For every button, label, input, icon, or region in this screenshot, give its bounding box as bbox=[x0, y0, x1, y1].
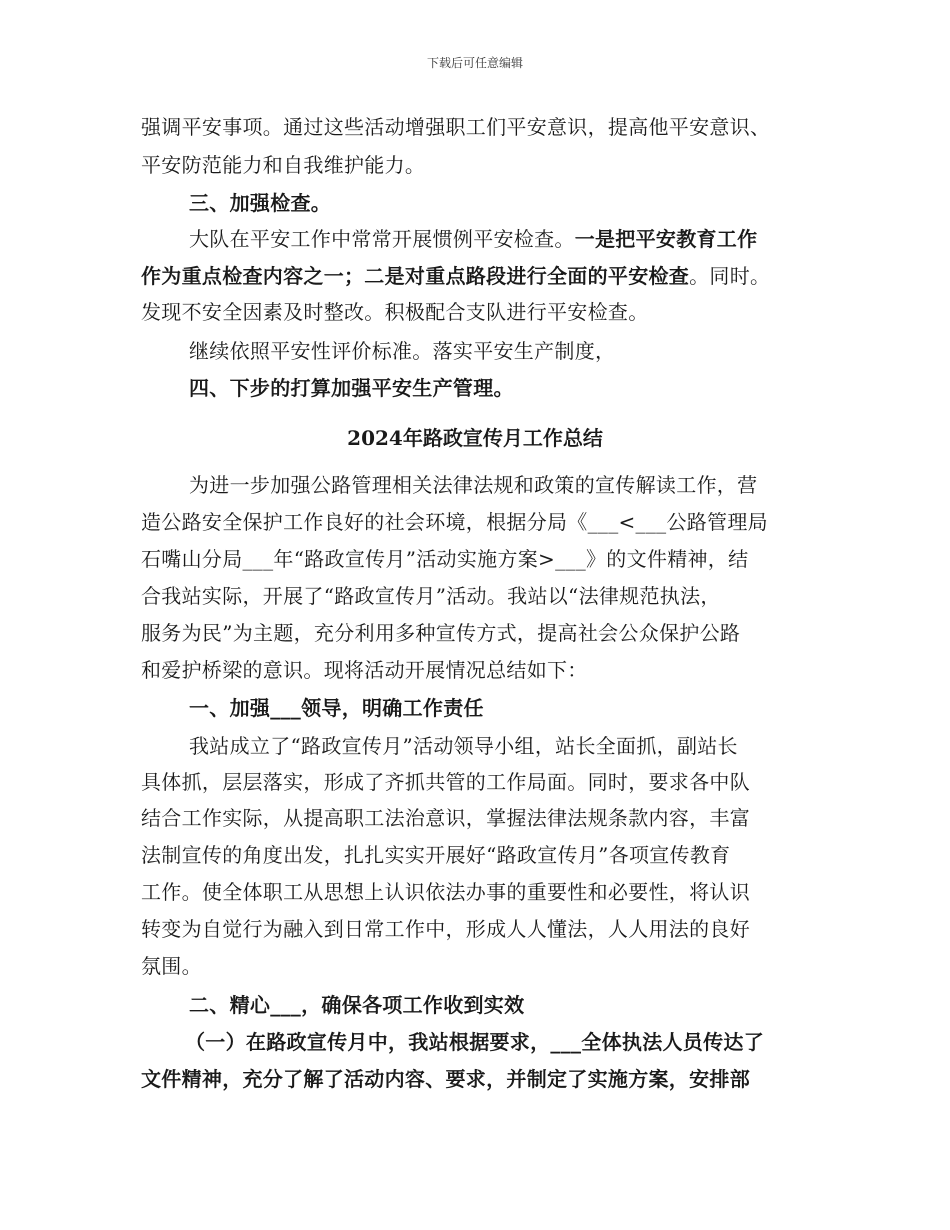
paragraph-line: 平安防范能力和自我维护能力。 bbox=[141, 153, 426, 177]
section-heading: 三、加强检查。 bbox=[189, 191, 332, 215]
paragraph-line: 强调平安事项。通过这些活动增强职工们平安意识，提高他平安意识、 bbox=[141, 115, 771, 139]
section-heading: 四、下步的打算加强平安生产管理。 bbox=[189, 376, 514, 400]
paragraph-line-emphasis: 文件精神，充分了解了活动内容、要求，并制定了实施方案，安排部 bbox=[141, 1067, 750, 1091]
paragraph-line: 和爱护桥梁的意识。现将活动开展情况总结如下： bbox=[141, 658, 588, 682]
paragraph-line: 我站成立了“路政宣传月”活动领导小组，站长全面抓，副站长 bbox=[189, 734, 738, 758]
paragraph-line: 发现不安全因素及时整改。积极配合支队进行平安检查。 bbox=[141, 300, 649, 324]
paragraph-line: 造公路安全保护工作良好的社会环境，根据分局《___<___公路管理局 bbox=[141, 510, 768, 534]
paragraph-text: 。同时。 bbox=[689, 264, 771, 288]
paragraph-line-emphasis: （一）在路政宣传月中，我站根据要求，___全体执法人员传达了 bbox=[185, 1030, 764, 1054]
paragraph-line: 服务为民”为主题，充分利用多种宣传方式，提高社会公众保护公路 bbox=[141, 621, 741, 645]
paragraph-line: 工作。使全体职工从思想上认识依法办事的重要性和必要性，将认识 bbox=[141, 880, 750, 904]
paragraph-line: 具体抓，层层落实，形成了齐抓共管的工作局面。同时，要求各中队 bbox=[141, 770, 750, 794]
paragraph-line: 合我站实际，开展了“路政宣传月”活动。我站以“法律规范执法， bbox=[141, 584, 721, 608]
paragraph-line: 结合工作实际，从提高职工法治意识，掌握法律法规条款内容，丰富 bbox=[141, 806, 750, 830]
section-heading: 二、精心___，确保各项工作收到实效 bbox=[189, 993, 525, 1017]
emphasis-text: 作为重点检查内容之一；二是对重点路段进行全面的平安检查 bbox=[141, 264, 690, 288]
paragraph-line: 氛围。 bbox=[141, 954, 202, 978]
paragraph-line bbox=[141, 266, 821, 286]
section-heading: 一、加强___领导，明确工作责任 bbox=[189, 696, 484, 720]
paragraph-line bbox=[189, 229, 869, 249]
paragraph-line: 法制宣传的角度出发，扎扎实实开展好“路政宣传月”各项宣传教育 bbox=[141, 843, 731, 867]
paragraph-line: 转变为自觉行为融入到日常工作中，形成人人懂法，人人用法的良好 bbox=[141, 917, 750, 941]
page-header: 下载后可任意编辑 bbox=[426, 56, 523, 70]
paragraph-text: 大队在平安工作中常常开展惯例平安检查。 bbox=[189, 227, 575, 251]
paragraph-line: 为进一步加强公路管理相关法律法规和政策的宣传解读工作，营 bbox=[189, 473, 758, 497]
paragraph-line: 继续依照平安性评价标准。落实平安生产制度， bbox=[189, 339, 616, 363]
paragraph-line: 石嘴山分局___年“路政宣传月”活动实施方案>___》的文件精神，结 bbox=[141, 547, 749, 571]
document-title: 2024年路政宣传月工作总结 bbox=[347, 426, 603, 450]
emphasis-text: 一是把平安教育工作 bbox=[574, 227, 758, 251]
